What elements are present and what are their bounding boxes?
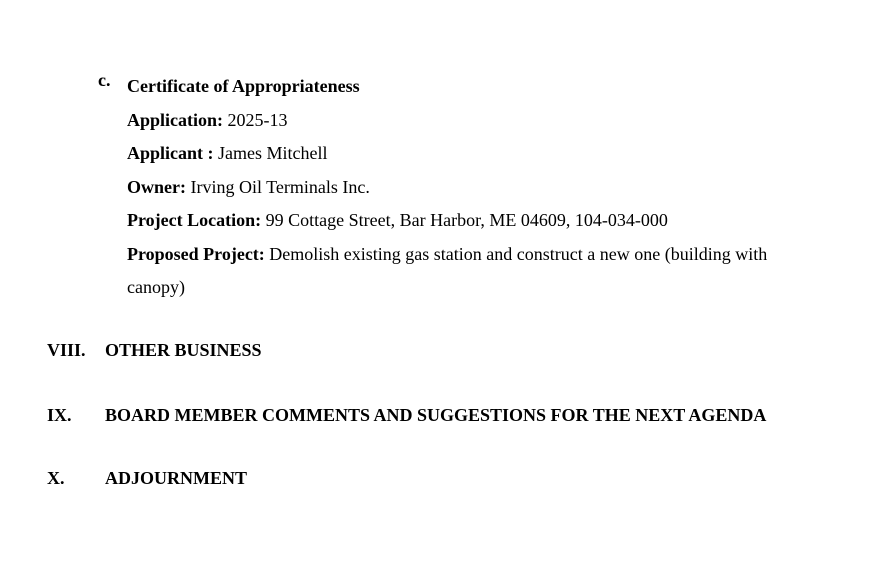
proposed-project-line bbox=[127, 238, 807, 305]
section-number: VIII. bbox=[47, 340, 86, 360]
subitem-title: Certificate of Appropriateness bbox=[127, 76, 360, 96]
section-number: X. bbox=[47, 468, 65, 488]
application-line bbox=[127, 104, 807, 138]
application-label: Application: bbox=[127, 109, 224, 130]
project-location-line bbox=[127, 204, 807, 238]
application-value: 2025-13 bbox=[227, 109, 288, 130]
section-number: IX. bbox=[47, 405, 72, 425]
applicant-label: Applicant : bbox=[127, 143, 214, 163]
applicant-value: James Mitchell bbox=[218, 143, 328, 163]
section-title: OTHER BUSINESS bbox=[105, 340, 262, 360]
project-location-value: 99 Cottage Street, Bar Harbor, ME 04609, 104-034-000 bbox=[265, 210, 668, 230]
subitem-body bbox=[127, 70, 807, 305]
proposed-project-label: Proposed Project: bbox=[127, 243, 265, 264]
project-location-label: Project Location: bbox=[127, 210, 262, 230]
proposed-project-value: Demolish existing gas station and construct a new one (building with canopy) bbox=[127, 243, 768, 297]
section-title: BOARD MEMBER COMMENTS AND SUGGESTIONS FOR THE NEXT AGENDA bbox=[105, 405, 767, 425]
owner-label: Owner: bbox=[127, 176, 186, 197]
subitem-marker: c. bbox=[98, 70, 111, 90]
owner-line bbox=[127, 171, 807, 205]
section-title: ADJOURNMENT bbox=[105, 468, 247, 488]
owner-value: Irving Oil Terminals Inc. bbox=[190, 176, 370, 197]
applicant-line bbox=[127, 137, 807, 171]
